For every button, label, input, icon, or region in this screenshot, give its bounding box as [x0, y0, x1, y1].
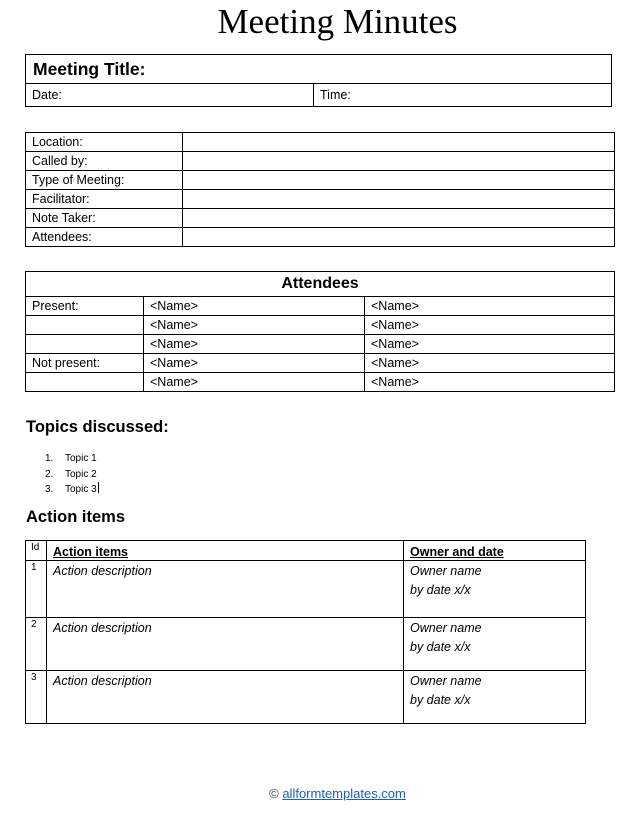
meeting-title-field[interactable]: [26, 55, 612, 84]
details-value-field[interactable]: [183, 171, 615, 190]
attendee-name-field[interactable]: <Name>: [144, 335, 365, 354]
topic-number: 1.: [45, 453, 54, 464]
action-id: 2: [26, 618, 47, 671]
footer: [0, 786, 630, 801]
details-label: Attendees:: [26, 228, 183, 247]
action-description: Action description: [53, 621, 152, 635]
details-value-field[interactable]: [183, 228, 615, 247]
attendee-name-field[interactable]: <Name>: [365, 316, 615, 335]
time-label: Time:: [320, 88, 351, 102]
action-items-heading: Action items: [26, 508, 126, 526]
details-row: [26, 133, 615, 152]
action-due-date: by date x/x: [410, 640, 471, 654]
attendee-name-field[interactable]: <Name>: [365, 335, 615, 354]
details-label: Location:: [26, 133, 183, 152]
owner-date-column-header: Owner and date: [404, 541, 586, 561]
details-label: Facilitator:: [26, 190, 183, 209]
attendee-status-label: [26, 373, 144, 392]
action-description-field[interactable]: [47, 561, 404, 618]
attendee-status-label: Not present:: [26, 354, 144, 373]
action-row: [26, 671, 586, 724]
details-label: Called by:: [26, 152, 183, 171]
attendees-table: [25, 271, 615, 392]
action-row: [26, 561, 586, 618]
action-owner: Owner name: [410, 564, 482, 578]
action-description: Action description: [53, 564, 152, 578]
time-field[interactable]: [314, 84, 612, 107]
attendee-name-field[interactable]: <Name>: [144, 354, 365, 373]
action-owner-field[interactable]: [404, 618, 586, 671]
details-row: [26, 171, 615, 190]
attendee-name-field[interactable]: <Name>: [144, 373, 365, 392]
meeting-header-table: [25, 54, 612, 107]
attendees-title: Attendees: [26, 272, 615, 297]
details-label: Note Taker:: [26, 209, 183, 228]
topic-item[interactable]: [45, 482, 99, 498]
details-label: Type of Meeting:: [26, 171, 183, 190]
action-description-field[interactable]: [47, 618, 404, 671]
details-value-field[interactable]: [183, 209, 615, 228]
details-value-field[interactable]: [183, 152, 615, 171]
meeting-details-table: [25, 132, 615, 247]
action-items-table: [25, 540, 586, 724]
attendee-status-label: [26, 335, 144, 354]
topic-number: 2.: [45, 468, 54, 480]
action-id: 3: [26, 671, 47, 724]
attendee-name-field[interactable]: <Name>: [365, 373, 615, 392]
date-field[interactable]: [26, 84, 314, 107]
action-items-column-header: Action items: [47, 541, 404, 561]
action-due-date: by date x/x: [410, 693, 471, 707]
footer-link[interactable]: allformtemplates.com: [282, 786, 406, 801]
action-description-field[interactable]: [47, 671, 404, 724]
topics-heading: Topics discussed:: [26, 418, 169, 436]
copyright-symbol: ©: [269, 786, 279, 801]
action-owner-field[interactable]: [404, 561, 586, 618]
text-cursor: [98, 482, 99, 493]
details-row: [26, 190, 615, 209]
details-value-field[interactable]: [183, 133, 615, 152]
meeting-title-label: Meeting Title:: [33, 58, 146, 79]
attendee-name-field[interactable]: <Name>: [365, 297, 615, 316]
id-column-header: Id: [26, 541, 47, 561]
details-value-field[interactable]: [183, 190, 615, 209]
action-due-date: by date x/x: [410, 583, 471, 597]
action-id: 1: [26, 561, 47, 618]
topic-text: Topic 1: [65, 453, 97, 464]
details-row: [26, 228, 615, 247]
action-owner-field[interactable]: [404, 671, 586, 724]
document-title: Meeting Minutes: [217, 2, 458, 41]
attendee-name-field[interactable]: <Name>: [365, 354, 615, 373]
attendee-name-field[interactable]: <Name>: [144, 297, 365, 316]
attendee-row: [26, 297, 615, 316]
attendee-status-label: Present:: [26, 297, 144, 316]
details-row: [26, 152, 615, 171]
action-owner: Owner name: [410, 621, 482, 635]
date-label: Date:: [32, 88, 62, 102]
topic-text: Topic 3: [65, 484, 97, 495]
attendee-row: [26, 354, 615, 373]
action-description: Action description: [53, 674, 152, 688]
topic-item[interactable]: [45, 467, 99, 483]
details-row: [26, 209, 615, 228]
topic-number: 3.: [45, 484, 54, 495]
attendee-row: [26, 316, 615, 335]
action-owner: Owner name: [410, 674, 482, 688]
attendee-row: [26, 335, 615, 354]
topics-list: [45, 451, 99, 498]
topic-item[interactable]: [45, 451, 99, 467]
action-row: [26, 618, 586, 671]
attendee-row: [26, 373, 615, 392]
attendee-name-field[interactable]: <Name>: [144, 316, 365, 335]
topic-text: Topic 2: [65, 468, 97, 480]
attendee-status-label: [26, 316, 144, 335]
